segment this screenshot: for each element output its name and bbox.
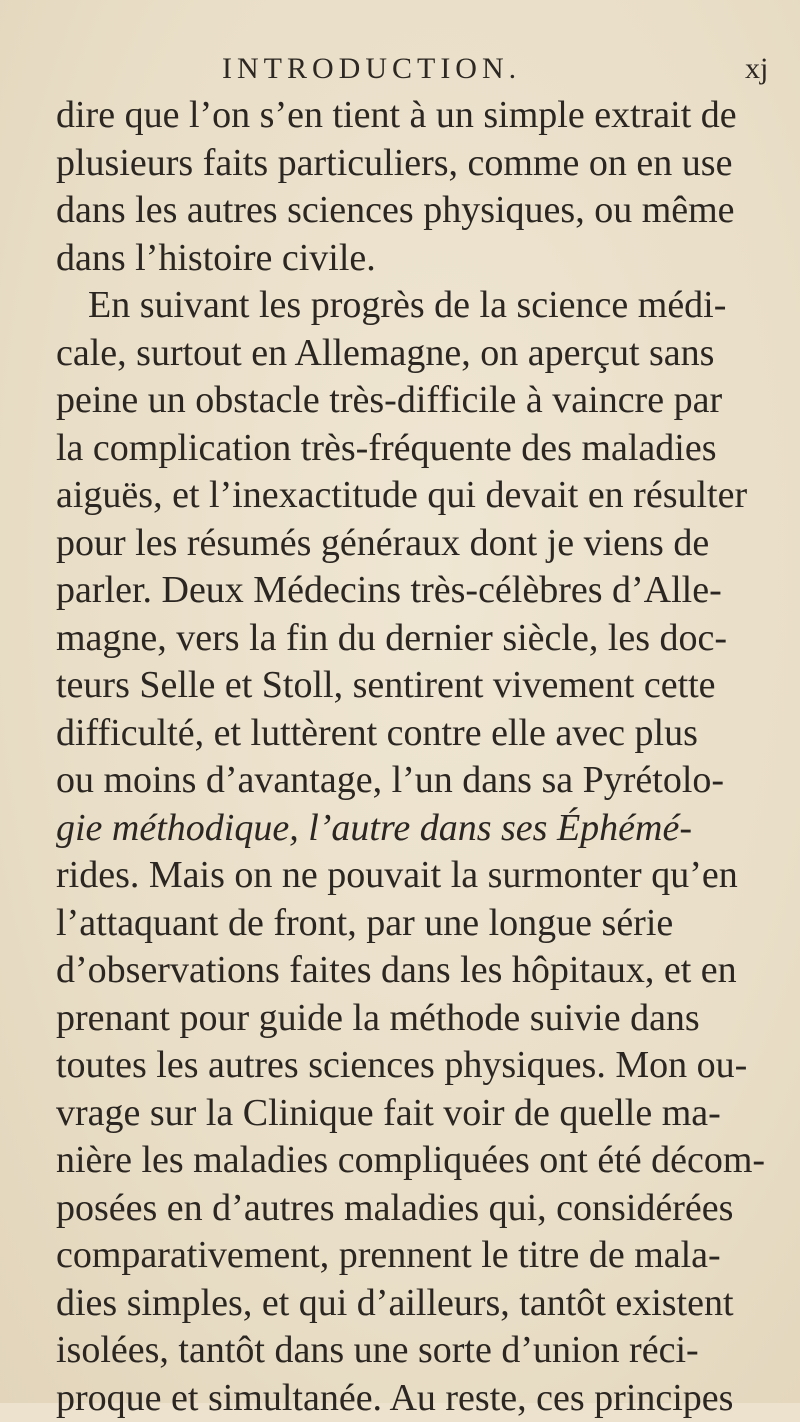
text-line: En suivant les progrès de la science médi- <box>88 282 726 330</box>
text-line: gie méthodique, l’autre dans ses Éphémé- <box>56 805 692 853</box>
text-line: la complication très-fréquente des maladies <box>56 425 717 473</box>
text-line: vrage sur la Clinique fait voir de quelle ma- <box>56 1090 721 1138</box>
text-line: dans l’histoire civile. <box>56 235 376 283</box>
text-line: plusieurs faits particuliers, comme on en use <box>56 140 732 188</box>
text-line: dans les autres sciences physiques, ou même <box>56 187 735 235</box>
page-number: xj <box>745 52 768 86</box>
text-line: teurs Selle et Stoll, sentirent vivement cette <box>56 662 716 710</box>
text-line: pour les résumés généraux dont je viens de <box>56 520 709 568</box>
text-line: posées en d’autres maladies qui, considérées <box>56 1185 733 1233</box>
text-line: toutes les autres sciences physiques. Mon ou- <box>56 1042 747 1090</box>
text-line: nière les maladies compliquées ont été décom- <box>56 1137 765 1185</box>
text-line: difficulté, et luttèrent contre elle avec plus <box>56 710 698 758</box>
text-line: cale, surtout en Allemagne, on aperçut sans <box>56 330 714 378</box>
text-line: aiguës, et l’inexactitude qui devait en résulter <box>56 472 747 520</box>
text-line: dire que l’on s’en tient à un simple extrait de <box>56 92 737 140</box>
text-line: dies simples, et qui d’ailleurs, tantôt existent <box>56 1280 734 1328</box>
text-line: l’attaquant de front, par une longue série <box>56 900 673 948</box>
text-line: peine un obstacle très-difficile à vaincre par <box>56 377 722 425</box>
text-line: parler. Deux Médecins très-célèbres d’Alle- <box>56 567 722 615</box>
text-line: d’observations faites dans les hôpitaux, et en <box>56 947 737 995</box>
running-head <box>0 52 800 92</box>
text-line: rides. Mais on ne pouvait la surmonter qu’en <box>56 852 738 900</box>
text-line: comparativement, prennent le titre de mala- <box>56 1232 721 1280</box>
text-line: proque et simultanée. Au reste, ces principes <box>56 1375 733 1422</box>
text-line: prenant pour guide la méthode suivie dans <box>56 995 700 1043</box>
text-line: ou moins d’avantage, l’un dans sa Pyrétolo- <box>56 757 724 805</box>
running-title: INTRODUCTION. <box>222 52 521 86</box>
text-line: magne, vers la fin du dernier siècle, les doc- <box>56 615 727 663</box>
text-line: isolées, tantôt dans une sorte d’union réci- <box>56 1327 699 1375</box>
